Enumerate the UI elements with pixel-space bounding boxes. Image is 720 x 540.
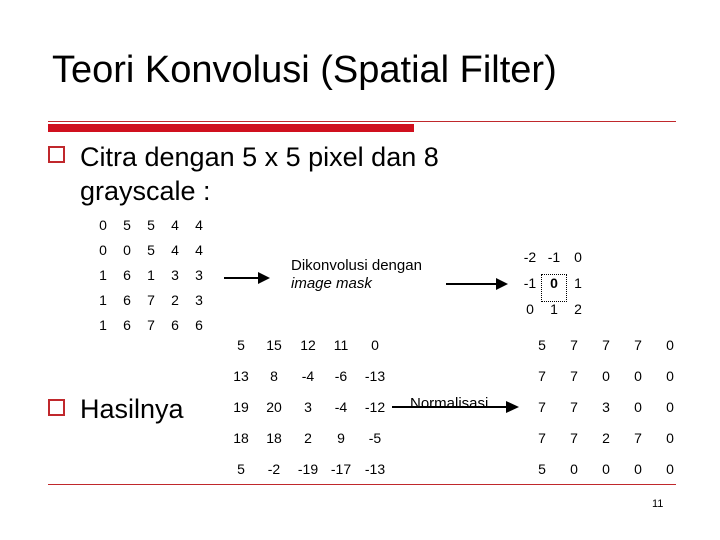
result-matrix-cell: 5 xyxy=(237,461,245,477)
title-divider-thin xyxy=(48,121,676,122)
mask-matrix-cell: 1 xyxy=(574,275,582,291)
normalized-matrix-cell: 7 xyxy=(634,430,642,446)
mask-matrix-cell: 1 xyxy=(550,301,558,317)
checkbox-bullet-icon xyxy=(48,146,65,163)
normalized-matrix-cell: 7 xyxy=(570,337,578,353)
input-matrix-cell: 6 xyxy=(195,317,203,333)
normalized-matrix-cell: 0 xyxy=(666,461,674,477)
result-matrix-cell: 3 xyxy=(304,399,312,415)
input-matrix-cell: 6 xyxy=(171,317,179,333)
input-matrix-cell: 4 xyxy=(171,217,179,233)
result-matrix-cell: 18 xyxy=(233,430,249,446)
normalized-matrix-cell: 3 xyxy=(602,399,610,415)
input-matrix-cell: 1 xyxy=(99,292,107,308)
result-matrix-cell: -12 xyxy=(364,399,386,415)
result-matrix-cell: 18 xyxy=(266,430,282,446)
input-matrix-cell: 0 xyxy=(123,242,131,258)
result-matrix-cell: 9 xyxy=(337,430,345,446)
result-matrix-cell: -6 xyxy=(334,368,348,384)
result-matrix-cell: -4 xyxy=(334,399,348,415)
normalized-matrix-cell: 5 xyxy=(538,337,546,353)
mask-matrix-cell: -1 xyxy=(523,275,537,291)
mask-matrix-cell: 2 xyxy=(574,301,582,317)
normalized-matrix-cell: 7 xyxy=(538,368,546,384)
input-matrix-cell: 3 xyxy=(171,267,179,283)
result-matrix-cell: -5 xyxy=(368,430,382,446)
mask-matrix-cell: 0 xyxy=(542,275,566,301)
input-matrix-cell: 7 xyxy=(147,292,155,308)
normalized-matrix-cell: 7 xyxy=(538,399,546,415)
input-matrix xyxy=(91,217,211,342)
convolve-label-line1: Dikonvolusi dengan xyxy=(291,257,422,274)
result-matrix xyxy=(225,337,393,492)
input-matrix-cell: 6 xyxy=(123,292,131,308)
input-matrix-cell: 6 xyxy=(123,267,131,283)
normalized-matrix-cell: 0 xyxy=(666,368,674,384)
input-matrix-cell: 4 xyxy=(171,242,179,258)
normalized-matrix-cell: 0 xyxy=(634,368,642,384)
result-matrix-cell: 12 xyxy=(300,337,316,353)
input-matrix-cell: 4 xyxy=(195,217,203,233)
normalized-matrix-cell: 7 xyxy=(634,337,642,353)
result-matrix-cell: -17 xyxy=(330,461,352,477)
normalized-matrix-cell: 0 xyxy=(602,368,610,384)
normalized-matrix xyxy=(526,337,686,492)
normalized-matrix-cell: 0 xyxy=(666,337,674,353)
input-matrix-cell: 4 xyxy=(195,242,203,258)
normalize-label: Normalisasi xyxy=(410,395,489,412)
normalized-matrix-cell: 0 xyxy=(666,399,674,415)
mask-matrix-cell: -2 xyxy=(523,249,537,265)
result-matrix-cell: 2 xyxy=(304,430,312,446)
result-matrix-cell: -19 xyxy=(297,461,319,477)
input-matrix-cell: 1 xyxy=(99,267,107,283)
normalized-matrix-cell: 2 xyxy=(602,430,610,446)
input-matrix-cell: 6 xyxy=(123,317,131,333)
title-divider-thick xyxy=(48,124,414,132)
slide-title: Teori Konvolusi (Spatial Filter) xyxy=(52,49,557,91)
input-matrix-cell: 5 xyxy=(123,217,131,233)
input-matrix-cell: 5 xyxy=(147,242,155,258)
result-matrix-cell: 15 xyxy=(266,337,282,353)
normalized-matrix-cell: 7 xyxy=(570,368,578,384)
mask-matrix-cell: 0 xyxy=(574,249,582,265)
input-matrix-cell: 5 xyxy=(147,217,155,233)
footer-divider xyxy=(48,484,676,485)
input-matrix-cell: 1 xyxy=(99,317,107,333)
input-matrix-cell: 7 xyxy=(147,317,155,333)
result-matrix-cell: 20 xyxy=(266,399,282,415)
input-matrix-cell: 1 xyxy=(147,267,155,283)
input-matrix-cell: 0 xyxy=(99,242,107,258)
result-matrix-cell: 0 xyxy=(371,337,379,353)
normalized-matrix-cell: 5 xyxy=(538,461,546,477)
input-matrix-cell: 0 xyxy=(99,217,107,233)
bullet-2-text: Hasilnya xyxy=(80,394,184,424)
checkbox-bullet-icon xyxy=(48,399,65,416)
result-matrix-cell: 13 xyxy=(233,368,249,384)
input-matrix-cell: 2 xyxy=(171,292,179,308)
result-matrix-cell: -2 xyxy=(267,461,281,477)
mask-matrix-cell: -1 xyxy=(547,249,561,265)
result-matrix-cell: 19 xyxy=(233,399,249,415)
normalized-matrix-cell: 0 xyxy=(602,461,610,477)
mask-matrix xyxy=(518,249,590,327)
bullet-1-line1: Citra dengan 5 x 5 pixel dan 8 xyxy=(80,142,439,172)
normalized-matrix-cell: 7 xyxy=(570,430,578,446)
result-matrix-cell: -4 xyxy=(301,368,315,384)
normalized-matrix-cell: 7 xyxy=(538,430,546,446)
page-number: 11 xyxy=(652,498,664,510)
normalized-matrix-cell: 0 xyxy=(570,461,578,477)
input-matrix-cell: 3 xyxy=(195,267,203,283)
result-matrix-cell: -13 xyxy=(364,461,386,477)
arrow-right-icon xyxy=(222,268,272,288)
normalized-matrix-cell: 0 xyxy=(634,461,642,477)
result-matrix-cell: 5 xyxy=(237,337,245,353)
bullet-1-line2: grayscale : xyxy=(80,176,211,206)
normalized-matrix-cell: 0 xyxy=(666,430,674,446)
result-matrix-cell: -13 xyxy=(364,368,386,384)
arrow-right-icon xyxy=(444,274,510,294)
normalized-matrix-cell: 7 xyxy=(570,399,578,415)
mask-matrix-cell: 0 xyxy=(526,301,534,317)
result-matrix-cell: 8 xyxy=(270,368,278,384)
convolve-label-line2: image mask xyxy=(291,275,372,292)
result-matrix-cell: 11 xyxy=(333,337,349,353)
normalized-matrix-cell: 7 xyxy=(602,337,610,353)
input-matrix-cell: 3 xyxy=(195,292,203,308)
normalized-matrix-cell: 0 xyxy=(634,399,642,415)
